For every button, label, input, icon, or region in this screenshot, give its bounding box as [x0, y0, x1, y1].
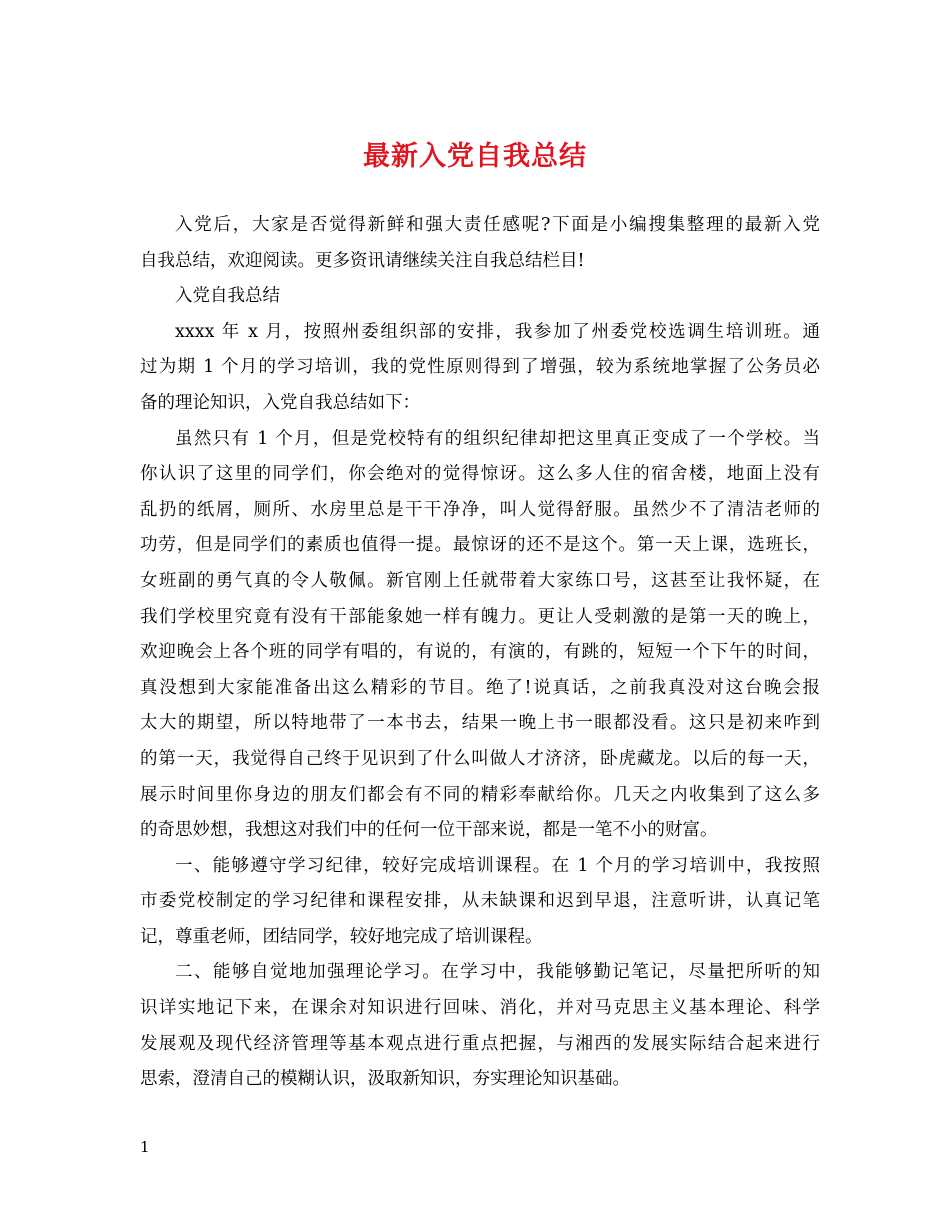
text-line: 一、能够遵守学习纪律，较好完成培训课程。在 1 个月的学习培训中，我按照 — [175, 855, 820, 876]
text-line: 我们学校里究竟有没有干部能象她一样有魄力。更让人受刺激的是第一天的晚上， — [140, 606, 820, 627]
text-line: 的第一天，我觉得自己终于见识到了什么叫做人才济济，卧虎藏龙。以后的每一天， — [140, 748, 820, 769]
page-number: 1 — [140, 1138, 150, 1156]
text-line: 你认识了这里的同学们，你会绝对的觉得惊讶。这么多人住的宿舍楼，地面上没有 — [140, 464, 820, 485]
text-line: 虽然只有 1 个月，但是党校特有的组织纪律却把这里真正变成了一个学校。当 — [175, 428, 820, 449]
text-line: 太大的期望，所以特地带了一本书去，结果一晚上书一眼都没看。这只是初来咋到 — [140, 713, 820, 734]
text-line: 过为期 1 个月的学习培训，我的党性原则得到了增强，较为系统地掌握了公务员必 — [140, 357, 820, 378]
text-line: 入党后，大家是否觉得新鲜和强大责任感呢?下面是小编搜集整理的最新入党 — [175, 215, 820, 235]
text-line: 自我总结，欢迎阅读。更多资讯请继续关注自我总结栏目! — [140, 250, 585, 271]
text-line: 欢迎晚会上各个班的同学有唱的，有说的，有演的，有跳的，短短一个下午的时间， — [140, 642, 820, 663]
text-line: 展示时间里你身边的朋友们都会有不同的精彩奉献给你。几天之内收集到了这么多 — [140, 784, 820, 805]
text-line: 市委党校制定的学习纪律和课程安排，从未缺课和迟到早退，注意听讲，认真记笔 — [140, 891, 820, 912]
text-line: 功劳，但是同学们的素质也值得一提。最惊讶的还不是这个。第一天上课，选班长， — [140, 535, 820, 556]
document-body — [140, 208, 820, 1098]
text-line: 记，尊重老师，团结同学，较好地完成了培训课程。 — [140, 926, 543, 947]
text-line: 发展观及现代经济管理等基本观点进行重点把握，与湘西的发展实际结合起来进行 — [140, 1033, 820, 1054]
text-line: 二、能够自觉地加强理论学习。在学习中，我能够勤记笔记，尽量把所听的知 — [175, 962, 820, 983]
text-line: 入党自我总结 — [175, 286, 280, 307]
text-line: 乱扔的纸屑，厕所、水房里总是干干净净，叫人觉得舒服。虽然少不了清洁老师的 — [140, 499, 820, 520]
document-title: 最新入党自我总结 — [363, 141, 587, 172]
text-line: 女班副的勇气真的令人敬佩。新官刚上任就带着大家练口号，这甚至让我怀疑，在 — [140, 570, 820, 591]
text-line: 的奇思妙想，我想这对我们中的任何一位干部来说，都是一笔不小的财富。 — [140, 820, 718, 841]
text-line: 思索，澄清自己的模糊认识，汲取新知识，夯实理论知识基础。 — [140, 1069, 630, 1090]
text-line: 真没想到大家能准备出这么精彩的节目。绝了!说真话，之前我真没对这台晚会报 — [140, 677, 820, 698]
text-line: 备的理论知识，入党自我总结如下： — [140, 392, 420, 413]
text-line: 识详实地记下来，在课余对知识进行回味、消化，并对马克思主义基本理论、科学 — [140, 998, 820, 1019]
text-line: xxxx 年 x 月，按照州委组织部的安排，我参加了州委党校选调生培训班。通 — [175, 321, 820, 342]
